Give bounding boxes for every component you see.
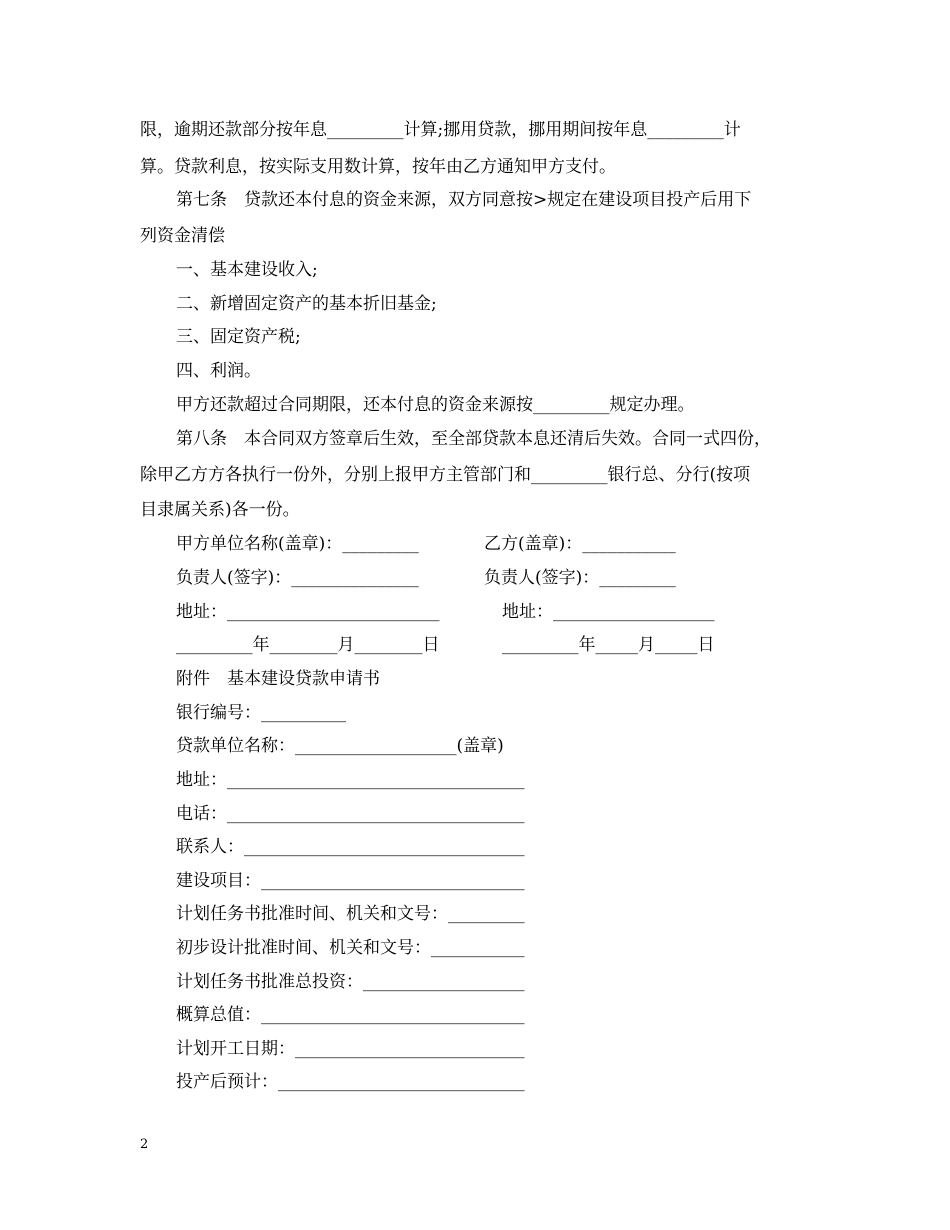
field-budget-total: 概算总值：_______________________________ [176,1005,525,1025]
party-b-address: 地址：___________________ [502,602,715,622]
list-item-2: 二、新增固定资产的基本折旧基金; [176,294,437,314]
paragraph-overdue: 甲方还款超过合同期限，还本付息的资金来源按_________规定办理。 [176,395,695,415]
signature-row-address [176,596,715,629]
signature-row-date [176,629,715,662]
article-8-line1: 第八条 本合同双方签章后生效，至全部贷款本息还清后失效。合同一式四份， [176,429,771,449]
party-a-name: 甲方单位名称(盖章)：_________ [176,534,419,554]
list-item-1: 一、基本建设收入; [176,260,318,280]
article-7-line1: 第七条 贷款还本付息的资金来源，双方同意按>规定在建设项目投产后用下 [176,190,752,210]
field-phone: 电话：___________________________________ [176,804,525,824]
list-item-3: 三、固定资产税; [176,327,301,347]
signature-row-name [176,528,676,561]
attachment-title: 附件 基本建设贷款申请书 [176,669,380,689]
field-borrower-name: 贷款单位名称：___________________(盖章) [176,736,504,756]
article-7-line2: 列资金清偿 [140,226,225,246]
field-project: 建设项目：_______________________________ [176,871,525,891]
article-8-line2: 除甲乙方方各执行一份外，分别上报甲方主管部门和_________银行总、分行(按项 [140,465,751,485]
party-b-name: 乙方(盖章)：___________ [484,534,676,554]
signature-row-rep [176,562,676,595]
field-bank-number: 银行编号：__________ [176,703,346,723]
paragraph-interest-line1: 限，逾期还款部分按年息_________计算;挪用贷款，挪用期间按年息_________计 [140,120,741,140]
party-a-rep: 负责人(签字)：_______________ [176,568,419,588]
party-b-date: _________年_____月_____日 [502,635,715,655]
field-address: 地址：___________________________________ [176,770,525,790]
field-start-date: 计划开工日期：___________________________ [176,1039,525,1059]
field-expected: 投产后预计：_____________________________ [176,1072,525,1092]
field-plan-investment: 计划任务书批准总投资：___________________ [176,972,525,992]
article-8-line3: 目隶属关系)各一份。 [140,500,300,520]
page-number: 2 [140,1137,149,1152]
field-contact: 联系人：_________________________________ [176,837,525,857]
paragraph-interest-line2: 算。贷款利息，按实际支用数计算，按年由乙方通知甲方支付。 [140,157,616,177]
field-design-approval: 初步设计批准时间、机关和文号：___________ [176,938,525,958]
field-plan-approval: 计划任务书批准时间、机关和文号：_________ [176,904,525,924]
party-b-rep: 负责人(签字)：_________ [484,568,676,588]
party-a-address: 地址：_________________________ [176,602,440,622]
list-item-4: 四、利润。 [176,361,261,381]
party-a-date: _________年________月________日 [176,635,440,655]
